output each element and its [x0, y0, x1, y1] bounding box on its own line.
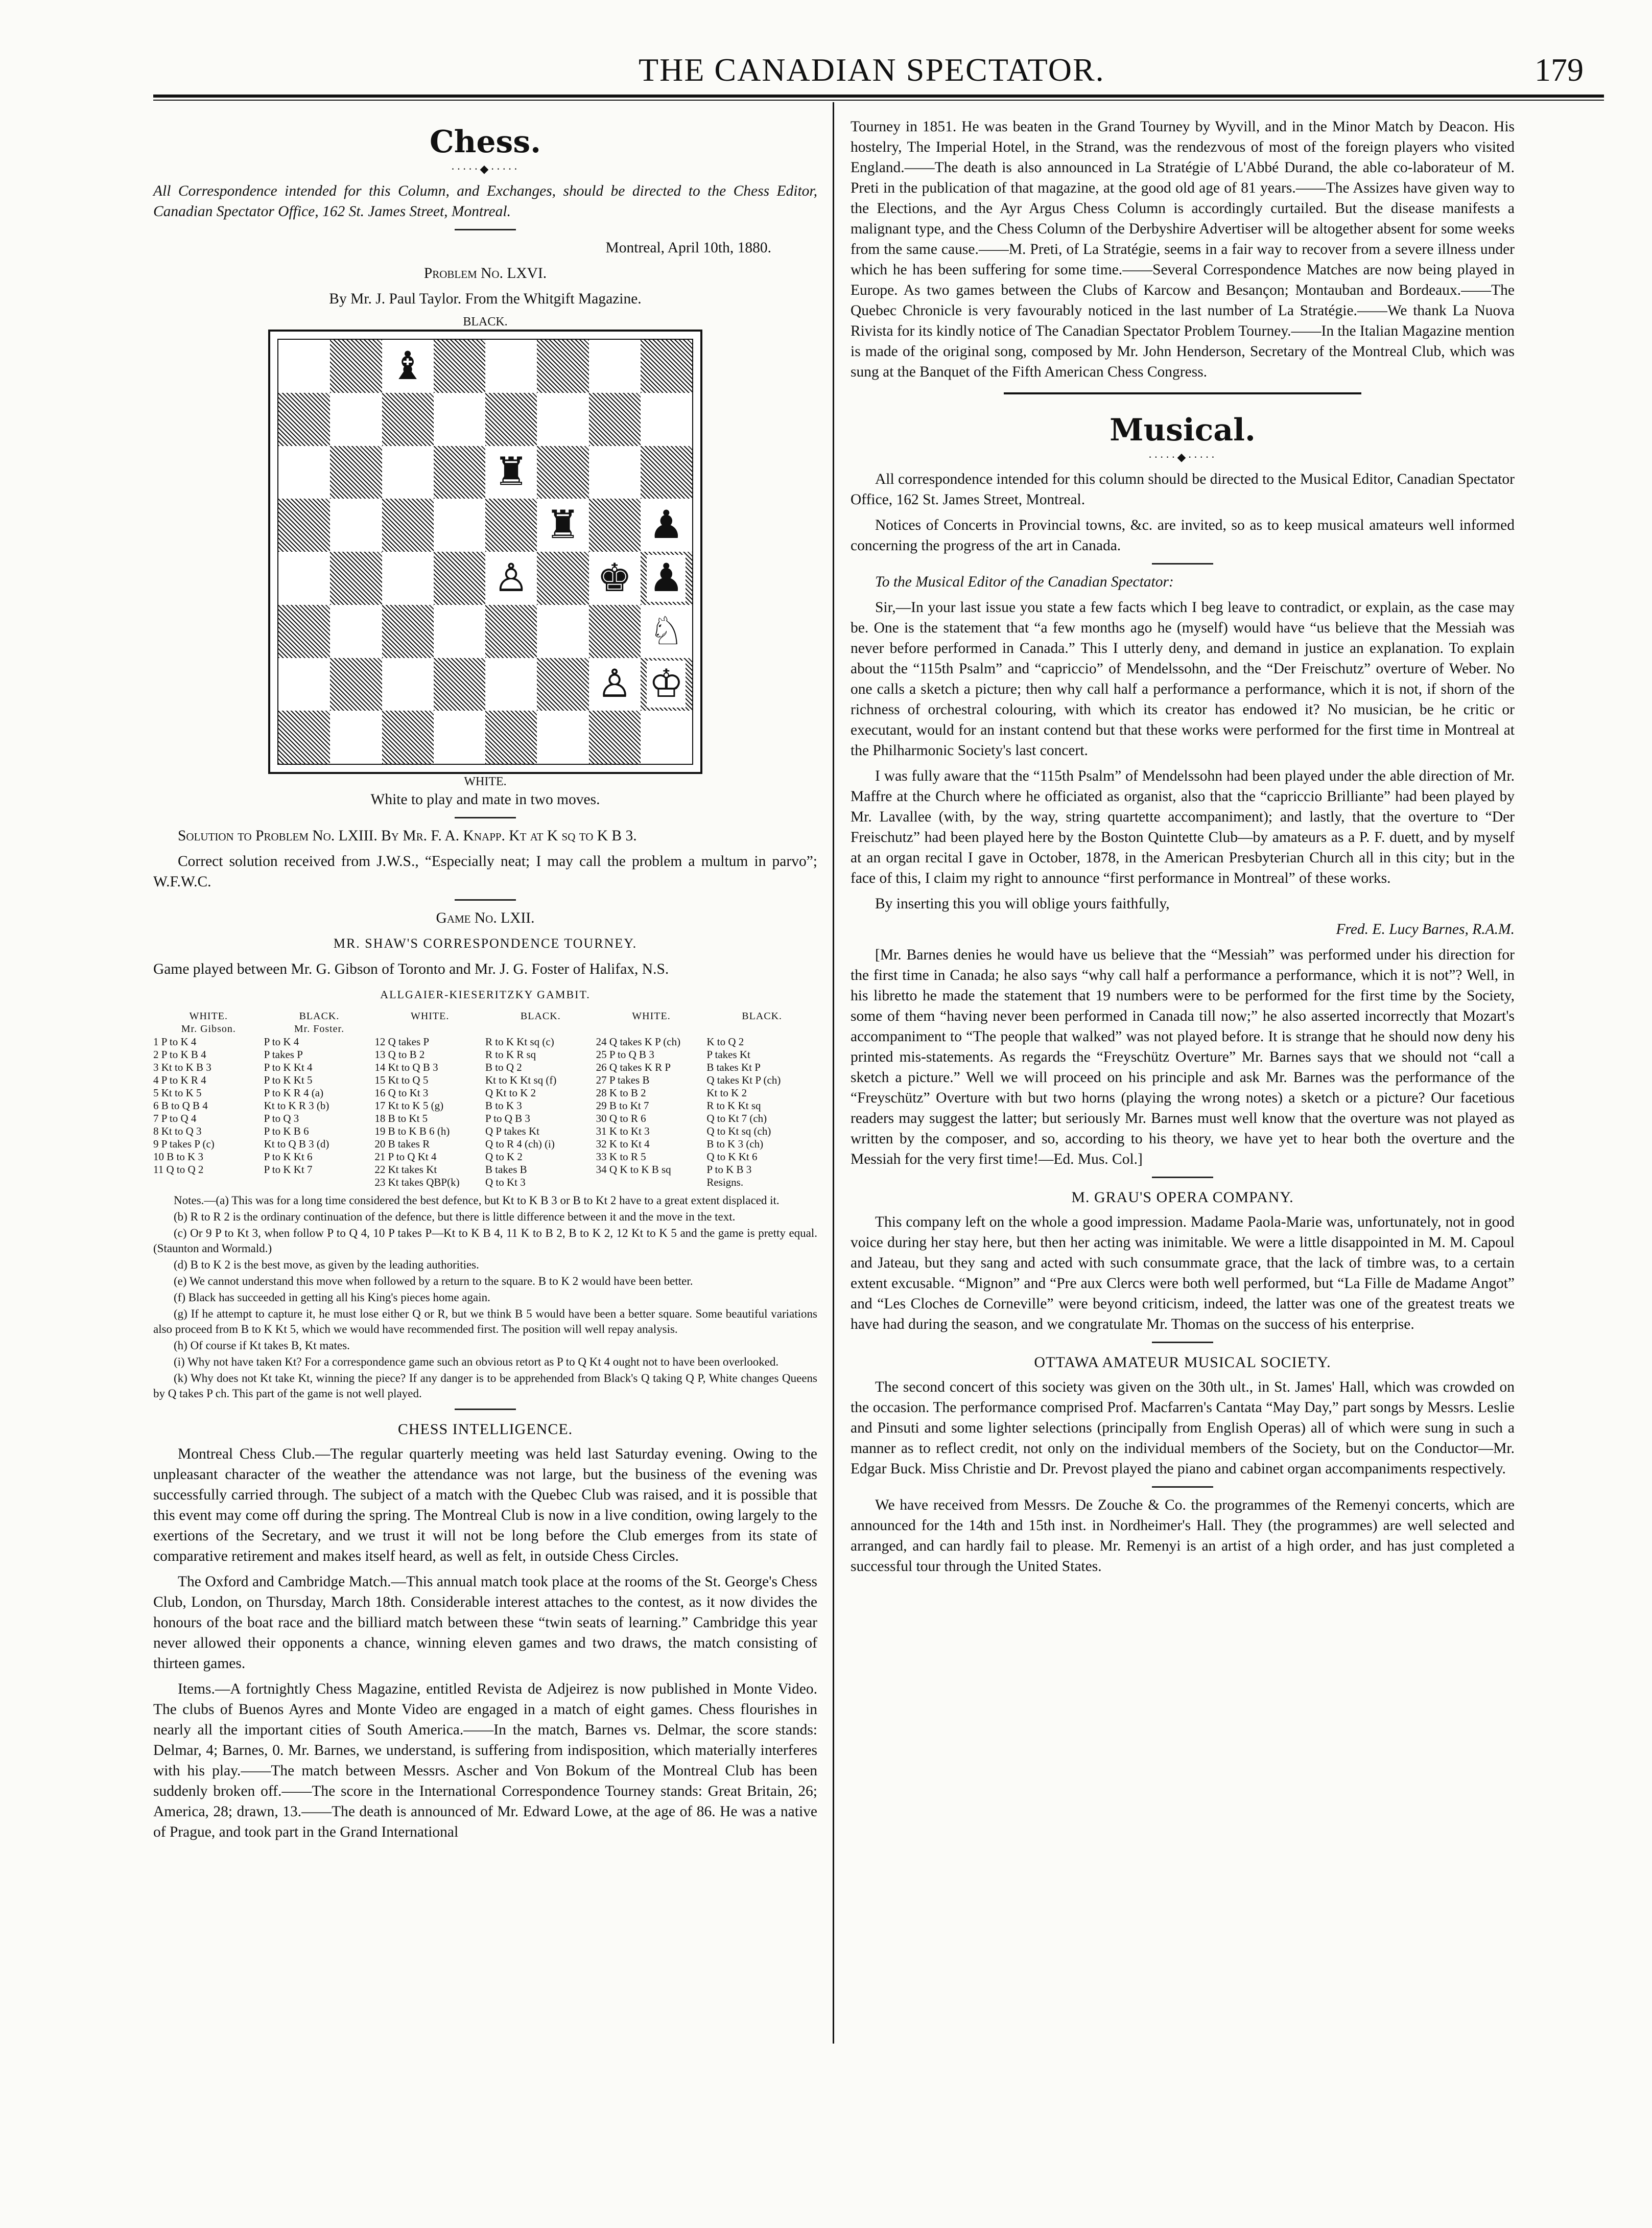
separator	[455, 899, 516, 901]
separator	[1152, 1486, 1213, 1488]
board-square-light	[537, 711, 588, 764]
separator	[455, 229, 516, 230]
move-cell: 28 K to B 2	[596, 1087, 646, 1099]
board-square-light	[537, 499, 588, 552]
move-cell: K to Q 2	[706, 1036, 744, 1048]
board-square-dark	[589, 605, 641, 658]
separator	[455, 1409, 516, 1410]
board-square-light	[485, 340, 537, 393]
board-square-dark	[278, 605, 330, 658]
move-cell: 19 B to K B 6 (h)	[374, 1125, 450, 1137]
board-square-light	[641, 711, 692, 764]
board-square-light	[434, 393, 485, 446]
move-cell: Q to R 4 (ch) (i)	[485, 1138, 555, 1150]
move-cell: 4 P to K R 4	[153, 1074, 206, 1086]
board-square-light	[278, 552, 330, 605]
board-square-light	[434, 499, 485, 552]
moves-column-header: BLACK.	[299, 1011, 340, 1022]
move-cell: Q takes Kt P (ch)	[706, 1074, 781, 1086]
move-cell: 24 Q takes K P (ch)	[596, 1036, 681, 1048]
move-cell: 3 Kt to K B 3	[153, 1061, 211, 1073]
move-cell: P to K B 6	[264, 1125, 309, 1137]
header-rule-thin	[153, 100, 1604, 101]
game-moves-table	[153, 1010, 817, 1189]
move-cell: P to K Kt 4	[264, 1061, 313, 1073]
board-square-light	[330, 605, 382, 658]
board-square-light	[485, 552, 537, 605]
board-square-dark	[485, 711, 537, 764]
game-opening: ALLGAIER-KIESERITZKY GAMBIT.	[380, 988, 591, 1001]
move-cell: 8 Kt to Q 3	[153, 1125, 202, 1137]
move-cell: 9 P takes P (c)	[153, 1138, 215, 1150]
move-cell: 16 Q to Kt 3	[374, 1087, 429, 1099]
move-cell: 30 Q to R 6	[596, 1112, 646, 1124]
board-square-dark	[330, 340, 382, 393]
board-square-dark	[434, 340, 485, 393]
board-square-dark	[589, 499, 641, 552]
moves-column-header: WHITE.	[189, 1011, 228, 1022]
board-square-dark	[641, 552, 692, 605]
board-square-dark	[330, 658, 382, 711]
game-note: (k) Why does not Kt take Kt, winning the piece? If any danger is to be apprehended from Black's Q taking Q P, White changes Queens by Q takes P ch. This part of the game is not well played.	[153, 1372, 817, 1400]
player-name	[485, 1023, 596, 1036]
move-cell: 25 P to Q B 3	[596, 1048, 654, 1061]
ornament: ·····◆·····	[1148, 451, 1217, 463]
ottawa-paragraph: The second concert of this society was given on the 30th ult., in St. James' Hall, which was crowded on the occasion. The performance comprised Prof. Macfarren's Cantata “May Day,” part songs by Messrs. Leslie and Pinsuti and some lighter selections (principally from English Operas) all of which were sung in such a manner as to reflect credit, not only on the individual members of the Society, but on the Conductor—Mr. Edgar Buck. Miss Christie and Dr. Prevost played the piano and cabinet organ accompaniments respectively.	[851, 1379, 1515, 1477]
chess-continued: Tourney in 1851. He was beaten in the Grand Tourney by Wyvill, and in the Minor Match by Deacon. His hostelry, The Imperial Hotel, in the Strand, was the rendezvous of most of the foreign players who visited England.——The death is also announced in La Stratégie of L'Abbé Durand, the able co-laborateur of M. Preti in the publication of that magazine, at the good old age of 81 years.——The Assizes have given way to the Elections, and the Ayr Argus Chess Column is accordingly curtailed. But the disease manifests a malignant type, and the Chess Column of the Derbyshire Advertiser will be altogether absent for some weeks from the same cause.——M. Preti, of La Stratégie, seems in a fair way to recover from a severe illness under which he has been suffering for some time.——Several Correspondence Matches are now being played in Europe. As two games between the Clubs of Karcow and Besançon; Montauban and Bordeaux.——The Quebec Chronicle is very favourably noticed in the last number of La Stratégie.——We thank La Nuova Rivista for its kindly notice of The Canadian Spectator Problem Tourney.——In the Italian Magazine mention is made of the original song, composed by Mr. John Henderson, Secretary of the Montreal Club, which was sung at the Banquet of the Fifth American Chess Congress.	[851, 119, 1515, 380]
page-header	[153, 51, 1584, 97]
player-name: Mr. Foster.	[294, 1023, 345, 1035]
move-cell: Kt to K Kt sq (f)	[485, 1074, 557, 1086]
chess-piece-icon: ♜	[492, 449, 531, 496]
moves-column-header: WHITE.	[632, 1011, 671, 1022]
board-square-light	[278, 446, 330, 499]
move-cell: Q to Kt 7 (ch)	[706, 1112, 767, 1124]
move-cell	[596, 1176, 707, 1189]
remenyi-paragraph: We have received from Messrs. De Zouche & Co. the programmes of the Remenyi concerts, which are announced for the 14th and 15th inst. in Nordheimer's Hall. They (the programmes) are well selected and arranged, and can hardly fail to please. Mr. Remenyi is an artist of a high order, and has just completed a successful tour through the United States.	[851, 1497, 1515, 1575]
problem-title: Problem No. LXVI.	[423, 265, 547, 282]
board-square-light	[641, 393, 692, 446]
musical-intro: All correspondence intended for this column should be directed to the Musical Editor, Canadian Spectator Office, 162 St. James Street, Montreal.	[851, 471, 1515, 508]
board-square-dark	[485, 393, 537, 446]
move-cell: R to K Kt sq	[706, 1099, 761, 1112]
moves-column-header: BLACK.	[520, 1011, 561, 1022]
game-notes	[153, 1193, 817, 1401]
board-square-dark	[537, 552, 588, 605]
move-cell: 33 K to R 5	[596, 1151, 646, 1163]
letter-paragraph: Sir,—In your last issue you state a few facts which I beg leave to contradict, or explain, as the case may be. One is the statement that “a few months ago he (myself) would have “us believe that the Messiah was never before performed in Canada.” This I utterly deny, and demand in justice an explanation. To explain about the “115th Psalm” and “capriccio” of Mendelssohn, and the “Der Freischutz” overture of Weber. No one calls a sketch a picture; then why call half a performance a performance, which it is not, if shorn of the richness of orchestral colouring, with which its creator has endowed it? No musician, be he critic or executant, would for an instant contend but that these works were performed for the first time in Montreal at the Philharmonic Society's last concert.	[851, 599, 1515, 759]
move-cell: B to Q 2	[485, 1061, 522, 1073]
move-cell: 7 P to Q 4	[153, 1112, 197, 1124]
game-note: Notes.—(a) This was for a long time considered the best defence, but Kt to K B 3 or B to Kt 2 have to a great extent displaced it.	[174, 1194, 780, 1207]
move-cell: 31 K to Kt 3	[596, 1125, 650, 1137]
move-cell: 2 P to K B 4	[153, 1048, 206, 1061]
game-note: (h) Of course if Kt takes B, Kt mates.	[174, 1339, 350, 1352]
move-cell: Kt to Q B 3 (d)	[264, 1138, 329, 1150]
move-cell: P to Q 3	[264, 1112, 299, 1124]
chess-piece-icon: ♔	[647, 661, 686, 708]
board-square-dark	[537, 340, 588, 393]
move-cell: P to K Kt 7	[264, 1163, 313, 1176]
board-square-light	[589, 552, 641, 605]
board-square-dark	[382, 711, 434, 764]
chess-piece-icon: ♙	[492, 555, 531, 602]
ottawa-title: OTTAWA AMATEUR MUSICAL SOCIETY.	[1034, 1354, 1331, 1371]
board-square-dark	[434, 552, 485, 605]
board-square-light	[330, 711, 382, 764]
game-tourney: MR. SHAW'S CORRESPONDENCE TOURNEY.	[333, 936, 638, 951]
chess-intro: All Correspondence intended for this Column, and Exchanges, should be directed to the Chess Editor, Canadian Spectator Office, 162 St. James Street, Montreal.	[153, 183, 817, 220]
page-number: 179	[1535, 52, 1584, 88]
board-square-light	[485, 446, 537, 499]
move-cell: P to K B 3	[706, 1163, 752, 1176]
chess-piece-icon: ♜	[544, 502, 582, 549]
player-name	[596, 1023, 707, 1036]
board-square-dark	[641, 340, 692, 393]
board-square-dark	[589, 393, 641, 446]
letter-paragraph: By inserting this you will oblige yours faithfully,	[875, 896, 1170, 912]
player-name	[374, 1023, 485, 1036]
move-cell: 10 B to K 3	[153, 1151, 204, 1163]
moves-column-header: WHITE.	[410, 1011, 450, 1022]
move-cell: 21 P to Q Kt 4	[374, 1151, 437, 1163]
board-square-light	[589, 340, 641, 393]
board-square-light	[382, 552, 434, 605]
game-description: Game played between Mr. G. Gibson of Toronto and Mr. J. G. Foster of Halifax, N.S.	[153, 961, 669, 977]
move-cell	[264, 1176, 375, 1189]
board-square-light	[537, 605, 588, 658]
move-cell: 6 B to Q B 4	[153, 1099, 208, 1112]
chess-board	[268, 330, 702, 774]
move-cell: 29 B to Kt 7	[596, 1099, 649, 1112]
board-square-light	[641, 605, 692, 658]
board-square-light	[485, 658, 537, 711]
move-cell: P to K 4	[264, 1036, 299, 1048]
game-note: (c) Or 9 P to Kt 3, when follow P to Q 4, 10 P takes P—Kt to K B 4, 11 K to B 2, B to K 2, 12 Kt to K 5 and the game is pretty equal. (Staunton and Wormald.)	[153, 1227, 817, 1255]
intelligence-paragraph: Montreal Chess Club.—The regular quarterly meeting was held last Saturday evening. Owing to the unpleasant character of the weather the attendance was not large, but the business of the evening was successfully carried through. The subject of a match with the Quebec Club was raised, and it is possible that this event may come off during the spring. The Montreal Club is now in a live condition, owing largely to the exertions of the Secretary, and we trust it will not be long before the Club emerges from its state of comparative retirement and makes itself heard, as well as felt, in outside Chess Circles.	[153, 1446, 817, 1564]
move-cell: R to K R sq	[485, 1048, 536, 1061]
game-note: (i) Why not have taken Kt? For a correspondence game such an obvious retort as P to Q Kt 4 ought not to have been overlooked.	[174, 1355, 779, 1368]
chess-intelligence-title: CHESS INTELLIGENCE.	[397, 1421, 573, 1438]
board-square-light	[434, 711, 485, 764]
board-square-dark	[434, 446, 485, 499]
musical-section-title: Musical.	[1110, 412, 1256, 448]
move-cell: Resigns.	[706, 1176, 744, 1188]
move-cell: P takes P	[264, 1048, 303, 1061]
separator	[1152, 563, 1213, 565]
board-square-light	[382, 446, 434, 499]
move-cell: 11 Q to Q 2	[153, 1163, 204, 1176]
chess-piece-icon: ♟	[647, 555, 686, 602]
player-name: Mr. Gibson.	[181, 1023, 236, 1035]
board-square-light	[589, 446, 641, 499]
problem-author: By Mr. J. Paul Taylor. From the Whitgift Magazine.	[329, 291, 642, 307]
board-square-dark	[382, 393, 434, 446]
move-cell: R to K Kt sq (c)	[485, 1036, 554, 1048]
right-column	[851, 116, 1515, 1582]
move-cell: 1 P to K 4	[153, 1036, 197, 1048]
move-cell: Q to K 2	[485, 1151, 523, 1163]
move-cell: Kt to K R 3 (b)	[264, 1099, 329, 1112]
chess-piece-icon: ♝	[388, 343, 427, 390]
letter-paragraph: I was fully aware that the “115th Psalm” of Mendelssohn had been played under the able direction of Mr. Maffre at the Church where he officiated as organist, also that the “capriccio Brilliante” had been played by Mr. Lavallee (with, by the way, string quartette accompaniment); and lastly, that the overture to “Der Freischutz” had been played here by the Boston Quintette Club—by amateurs as a P. F. duett, and by myself at an organ recital I gave in October, 1878, in the American Presbyterian Church all in this city; but in the face of this, I claim my right to announce “first performance in Montreal” of these works.	[851, 768, 1515, 886]
board-square-light	[589, 658, 641, 711]
letter-signature: Fred. E. Lucy Barnes, R.A.M.	[1336, 921, 1515, 937]
board-square-dark	[641, 658, 692, 711]
board-square-dark	[641, 446, 692, 499]
board-square-dark	[278, 499, 330, 552]
board-square-dark	[485, 499, 537, 552]
board-square-dark	[330, 446, 382, 499]
board-grid	[277, 339, 693, 765]
ornament: ·····◆·····	[451, 162, 520, 175]
solution-text: Solution to Problem No. LXIII. By Mr. F. A. Knapp. Kt at K sq to K B 3.	[178, 828, 637, 844]
board-square-dark	[485, 605, 537, 658]
move-cell: 20 B takes R	[374, 1138, 430, 1150]
board-square-light	[278, 340, 330, 393]
black-label: BLACK.	[463, 315, 508, 329]
dateline: Montreal, April 10th, 1880.	[605, 240, 771, 256]
move-cell: 13 Q to B 2	[374, 1048, 425, 1061]
move-cell: B to K 3 (ch)	[706, 1138, 764, 1150]
board-square-light	[382, 658, 434, 711]
intelligence-paragraph: Items.—A fortnightly Chess Magazine, entitled Revista de Adjeirez is now published in Monte Video. The clubs of Buenos Ayres and Monte Video are engaged in a match of eight games. Chess flourishes in nearly all the important cities of South America.——In the match, Barnes vs. Delmar, the score stands: Delmar, 4; Barnes, 0. Mr. Barnes, we understand, is suffering from indisposition, which materially interferes with his play.——The match between Messrs. Ascher and Von Bokum of the Montreal Club has been suddenly broken off.——The score in the International Correspondence Tourney stands: Great Britain, 26; America, 28; drawn, 13.——The death is announced of Mr. Edward Lowe, at the age of 86. He was a native of Prague, and took part in the Grand International	[153, 1681, 817, 1840]
board-square-dark	[382, 605, 434, 658]
separator	[1152, 1177, 1213, 1178]
move-cell: Q Kt to K 2	[485, 1087, 536, 1099]
game-note: (d) B to K 2 is the best move, as given by the leading authorities.	[174, 1258, 479, 1271]
problem-caption: White to play and mate in two moves.	[370, 791, 600, 808]
chess-piece-icon: ♟	[647, 502, 686, 549]
move-cell: Q to Kt 3	[485, 1176, 526, 1188]
game-note: (e) We cannot understand this move when followed by a return to the square. B to K 2 would have been better.	[174, 1275, 693, 1287]
move-cell: B to K 3	[485, 1099, 522, 1112]
board-square-light	[537, 393, 588, 446]
move-cell: 17 Kt to K 5 (g)	[374, 1099, 444, 1112]
header-rule	[153, 95, 1604, 98]
move-cell: 32 K to Kt 4	[596, 1138, 650, 1150]
move-cell: P to Q B 3	[485, 1112, 530, 1124]
chess-piece-icon: ♘	[647, 608, 686, 655]
opera-paragraph: This company left on the whole a good impression. Madame Paola-Marie was, unfortunately, not in good voice during her stay here, but then her acting was inimitable. We were a little disappointed in M. M. Capoul and Jateau, but they sang and acted with such consummate grace, that the lack of timbre was, to a certain extent excusable. “Mignon” and “Pre aux Clercs were both well performed, but “La Fille de Madame Angot” and “Les Cloches de Corneville” were beyond criticism, indeed, the latter was one of the greatest treats we have had during the season, and we congratulate Mr. Thomas on the success of his enterprise.	[851, 1214, 1515, 1332]
correct-solutions: Correct solution received from J.W.S., “Especially neat; I may call the problem a multum in parvo”; W.F.W.C.	[153, 853, 817, 890]
move-cell: B takes B	[485, 1163, 527, 1176]
board-square-dark	[278, 711, 330, 764]
move-cell: P takes Kt	[706, 1048, 750, 1061]
move-cell: 12 Q takes P	[374, 1036, 430, 1048]
separator	[455, 817, 516, 818]
move-cell: 22 Kt takes Kt	[374, 1163, 437, 1176]
column-divider	[833, 102, 834, 2044]
white-label: WHITE.	[464, 775, 507, 788]
board-square-dark	[434, 658, 485, 711]
move-cell: 15 Kt to Q 5	[374, 1074, 429, 1086]
game-note: (g) If he attempt to capture it, he must lose either Q or R, but we think B 5 would have been a better square. Some beautiful variations also proceed from B to K Kt 5, which we would have recommended first. The position will well repay analysis.	[153, 1307, 817, 1335]
board-square-light	[330, 499, 382, 552]
chess-section-title: Chess.	[430, 124, 541, 160]
opera-title: M. GRAU'S OPERA COMPANY.	[1071, 1189, 1294, 1206]
move-cell: Q P takes Kt	[485, 1125, 539, 1137]
move-cell: 26 Q takes K R P	[596, 1061, 671, 1073]
board-square-light	[641, 499, 692, 552]
move-cell: Q to Kt sq (ch)	[706, 1125, 771, 1137]
move-cell: 23 Kt takes QBP(k)	[374, 1176, 460, 1188]
move-cell: 34 Q K to K B sq	[596, 1163, 671, 1176]
board-square-dark	[537, 446, 588, 499]
board-square-dark	[537, 658, 588, 711]
game-title: Game No. LXII.	[436, 910, 535, 926]
move-cell: Q to K Kt 6	[706, 1151, 758, 1163]
left-column	[153, 116, 817, 1847]
moves-column-header: BLACK.	[742, 1011, 783, 1022]
move-cell: P to K Kt 5	[264, 1074, 313, 1086]
intelligence-paragraph: The Oxford and Cambridge Match.—This annual match took place at the rooms of the St. George's Chess Club, London, on Thursday, March 18th. Considerable interest attaches to the contest, as it now divides the honours of the boat race and the billiard match between these “twin seats of learning.” Cambridge this year never allowed their opponents a chance, winning eleven games and two draws, the match consisting of thirteen games.	[153, 1574, 817, 1672]
editor-reply: [Mr. Barnes denies he would have us believe that the “Messiah” was performed under his direction for the first time in Canada; he also says “why call half a performance a performance, which it is not”? Well, in his libretto he made the statement that 19 numbers were to be performed for the first time by the Society, some of them “having never been performed in Canada till now;” he also asserted incorrectly that Mozart's accompaniment to “The people that walked” was not played before. It is strange that he should now deny his printed mis-statements. As regards the “Freyschütz Overture” Mr. Barnes says that we should not “call a sketch a picture.” Well we will proceed on his principle and ask Mr. Barnes was the performance of the “Freyschütz” Overture with but two horns (playing the wrong notes) a sketch or a picture? Our facetious readers may suggest the latter; but seriously Mr. Barnes must well know that the overture was not played as written by the composer, and so, according to his theory, we have yet to hear both the overture and the Messiah for the very first time!—Ed. Mus. Col.]	[851, 947, 1515, 1167]
move-cell: Kt to K 2	[706, 1087, 747, 1099]
section-rule	[1004, 392, 1361, 394]
move-cell: 14 Kt to Q B 3	[374, 1061, 438, 1073]
separator	[1152, 1342, 1213, 1343]
letter-salutation: To the Musical Editor of the Canadian Spectator:	[875, 574, 1174, 590]
musical-intro-2: Notices of Concerts in Provincial towns, &c. are invited, so as to keep musical amateurs well informed concerning the progress of the art in Canada.	[851, 517, 1515, 554]
chess-piece-icon: ♙	[595, 661, 634, 708]
board-square-light	[278, 658, 330, 711]
board-square-light	[434, 605, 485, 658]
board-square-dark	[589, 711, 641, 764]
move-cell: B takes Kt P	[706, 1061, 761, 1073]
masthead-title: THE CANADIAN SPECTATOR.	[639, 52, 1105, 88]
board-square-light	[330, 393, 382, 446]
move-cell: 18 B to Kt 5	[374, 1112, 428, 1124]
move-cell	[153, 1176, 264, 1189]
chess-diagram	[268, 314, 702, 789]
game-note: (b) R to R 2 is the ordinary continuation of the defence, but there is little difference between it and the move in the text.	[174, 1210, 736, 1223]
board-square-dark	[330, 552, 382, 605]
move-cell: P to K Kt 6	[264, 1151, 313, 1163]
chess-piece-icon: ♚	[595, 555, 634, 602]
board-square-light	[382, 340, 434, 393]
board-square-dark	[278, 393, 330, 446]
move-cell: 5 Kt to K 5	[153, 1087, 202, 1099]
player-name	[706, 1023, 817, 1036]
game-note: (f) Black has succeeded in getting all his King's pieces home again.	[174, 1291, 490, 1304]
board-square-dark	[382, 499, 434, 552]
move-cell: 27 P takes B	[596, 1074, 650, 1086]
move-cell: P to K R 4 (a)	[264, 1087, 324, 1099]
